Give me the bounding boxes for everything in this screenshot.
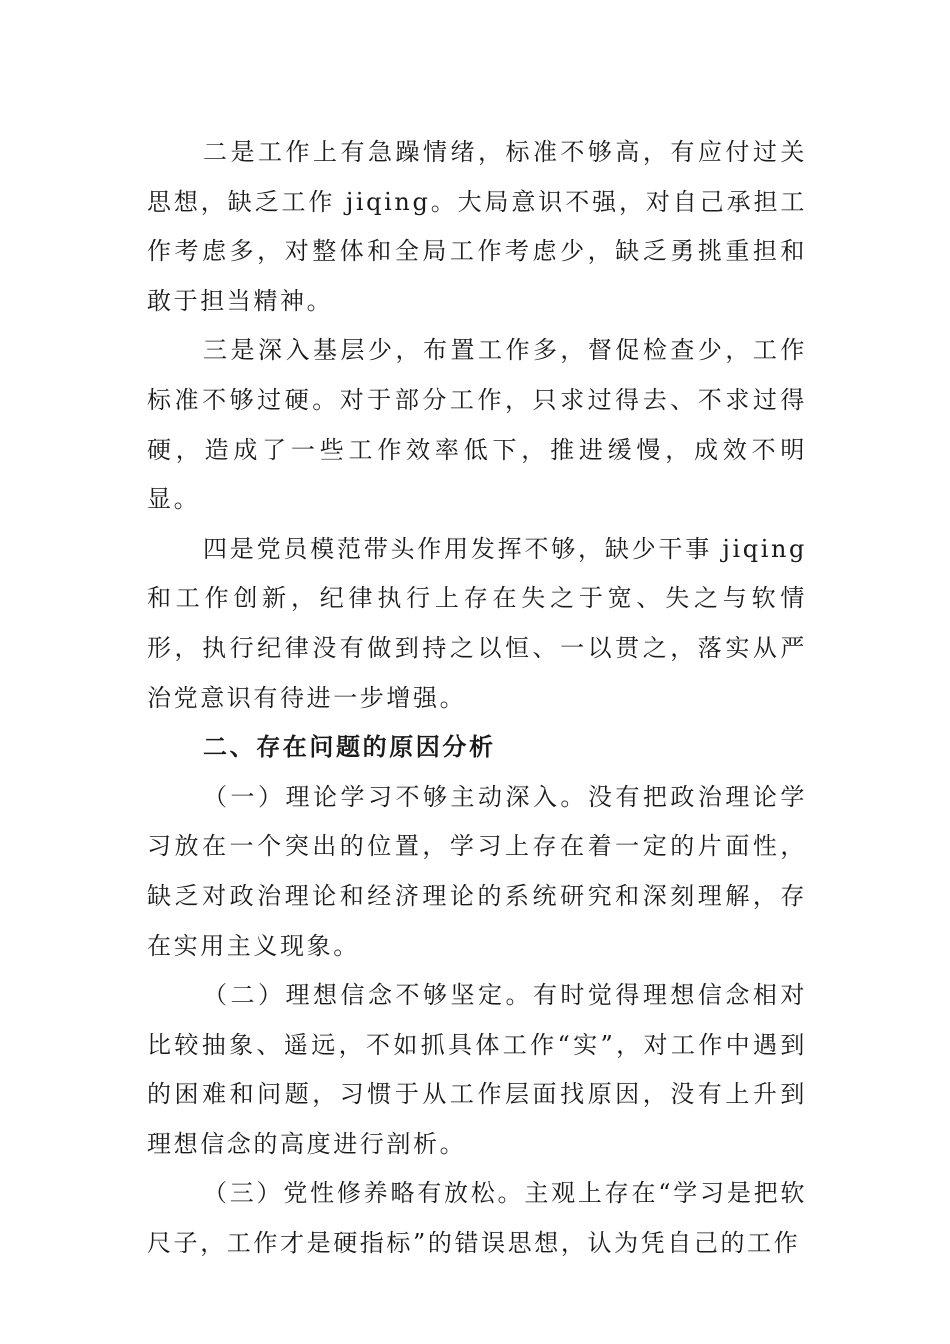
document-page — [147, 128, 807, 1269]
paragraph-theory-study: （一）理论学习不够主动深入。没有把政治理论学习放在一个突出的位置，学习上存在着一定的片面性，缺乏对政治理论和经济理论的系统研究和深刻理解，存在实用主义现象。 — [147, 782, 807, 960]
paragraph-grassroots: 三是深入基层少，布置工作多，督促检查少，工作标准不够过硬。对于部分工作，只求过得去、不求过得硬，造成了一些工作效率低下，推进缓慢，成效不明显。 — [147, 336, 807, 514]
paragraph-party-spirit: （三）党性修养略有放松。主观上存在“学习是把软尺子，工作才是硬指标”的错误思想，认为凭自己的工作 — [147, 1179, 807, 1258]
paragraph-party-member-role: 四是党员模范带头作用发挥不够，缺少干事 jiqing 和工作创新，纪律执行上存在失之于宽、失之与软情形，执行纪律没有做到持之以恒、一以贯之，落实从严治党意识有待进一步增强。 — [147, 534, 807, 712]
paragraph-ideals-beliefs: （二）理想信念不够坚定。有时觉得理想信念相对比较抽象、遥远，不如抓具体工作“实”，对工作中遇到的困难和问题，习惯于从工作层面找原因，没有上升到理想信念的高度进行剖析。 — [147, 981, 807, 1158]
paragraph-work-attitude: 二是工作上有急躁情绪，标准不够高，有应付过关思想，缺乏工作 jiqing。大局意识不强，对自己承担工作考虑多，对整体和全局工作考虑少，缺乏勇挑重担和敢于担当精神。 — [147, 138, 807, 315]
section-heading-cause-analysis: 二、存在问题的原因分析 — [203, 733, 496, 762]
